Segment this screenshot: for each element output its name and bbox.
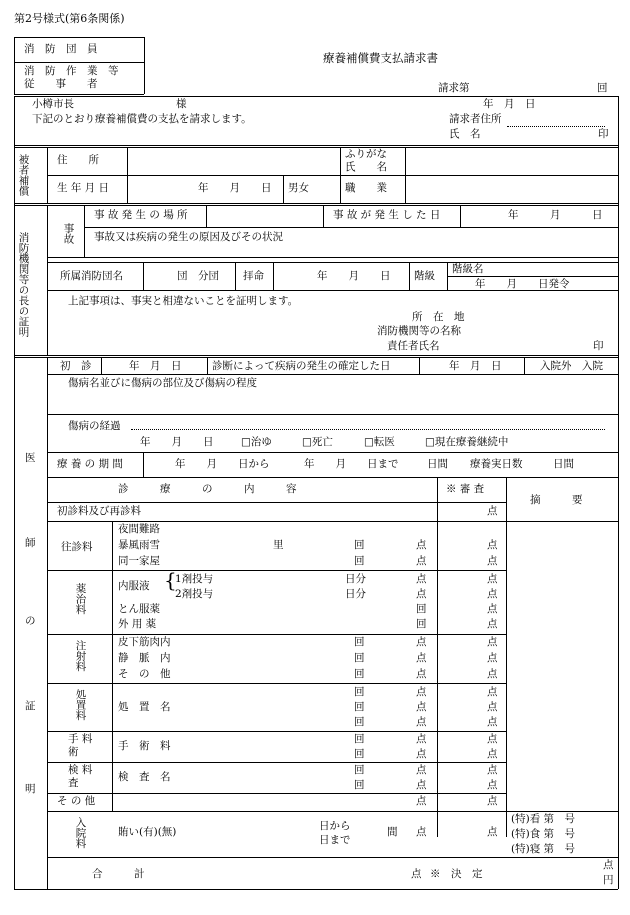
special-nursing: (特)看 第 号 <box>511 813 576 825</box>
storm-label: 暴風雨雪 <box>118 539 160 551</box>
appointment-label: 拝命 <box>243 270 264 282</box>
pt-34: 点 <box>416 826 427 838</box>
pt-11: 点 <box>487 618 498 630</box>
checkbox-continuing[interactable]: □現在療養継続中 <box>425 436 509 448</box>
pt-16: 点 <box>416 668 427 680</box>
furigana-label: ふりがな <box>345 148 387 160</box>
pt-33: 点 <box>487 795 498 807</box>
kan-label: 間 <box>387 826 398 838</box>
surgery-fee-label-2: 術 <box>68 746 79 758</box>
ri-label: 里 <box>273 539 284 551</box>
night-difficult-label: 夜間難路 <box>118 523 160 535</box>
table-header-summary: 摘 要 <box>530 494 583 506</box>
pt-2: 点 <box>416 539 427 551</box>
disease-label: 傷病名並びに傷病の部位及び傷病の程度 <box>68 377 257 389</box>
kai-12: 回 <box>354 748 365 760</box>
meals-label: 賄い(有)(無) <box>118 826 177 838</box>
pt-10: 点 <box>487 603 498 615</box>
pt-24: 点 <box>416 733 427 745</box>
medication-fee-label: 薬治料 <box>74 583 87 615</box>
nichibun-1: 日分 <box>345 573 366 585</box>
pt-12: 点 <box>416 636 427 648</box>
pt-4: 点 <box>416 555 427 567</box>
pt-3: 点 <box>487 539 498 551</box>
fire-chief-seal: 印 <box>593 340 604 352</box>
accident-label: 事故 <box>62 223 75 244</box>
kai-9: 回 <box>354 701 365 713</box>
injection-fee-label: 注射料 <box>74 640 87 672</box>
diagnosis-date-value: 年 月 日 <box>449 360 502 372</box>
kai-11: 回 <box>354 733 365 745</box>
pt-27: 点 <box>487 748 498 760</box>
accident-date-value: 年 月 日 <box>508 209 603 221</box>
dan-bundan-label: 団 分団 <box>177 270 219 282</box>
total-label: 合 計 <box>92 868 145 880</box>
decision-label: ※ 決 定 <box>430 868 483 880</box>
pt-14: 点 <box>416 652 427 664</box>
pt-17: 点 <box>487 668 498 680</box>
pt-25: 点 <box>487 733 498 745</box>
checkbox-deceased[interactable]: □死亡 <box>302 436 333 448</box>
kai-6: 回 <box>354 652 365 664</box>
injection-other-label: そ の 他 <box>118 668 171 680</box>
claimant-address-label: 請求者住所 <box>449 113 502 125</box>
doctor-label-2: 師 <box>25 537 36 549</box>
occupation-label: 職 業 <box>345 182 387 194</box>
pt-19: 点 <box>487 686 498 698</box>
pt-35: 点 <box>487 826 498 838</box>
role-worker-2: 従 事 者 <box>24 78 98 90</box>
procedure-fee-label: 処置料 <box>74 689 87 721</box>
checkbox-transferred[interactable]: □転医 <box>364 436 395 448</box>
pt-30: 点 <box>416 779 427 791</box>
period-days: 日間 <box>427 458 448 470</box>
doctor-label-3: の <box>25 615 36 627</box>
intravenous-label: 静 脈 内 <box>118 652 171 664</box>
external-label: 外 用 薬 <box>118 618 157 630</box>
pt-20: 点 <box>416 701 427 713</box>
form-number: 第2号様式(第6条関係) <box>14 12 125 25</box>
checkbox-cured[interactable]: □治ゆ <box>241 436 272 448</box>
pt-32: 点 <box>416 795 427 807</box>
claim-kai-label: 回 <box>597 82 608 94</box>
rank-issue-date: 年 月 日発令 <box>475 278 570 290</box>
inpatient-outpatient-label: 入院外 入院 <box>540 360 603 372</box>
two-dose-label: 2剤投与 <box>175 588 214 600</box>
pt-22: 点 <box>416 716 427 728</box>
subcutaneous-label: 皮下筋肉内 <box>118 636 171 648</box>
fire-dept-label: 所属消防団名 <box>60 270 123 282</box>
doctor-label-5: 明 <box>25 783 36 795</box>
first-visit-date: 年 月 日 <box>129 360 182 372</box>
brace-icon: { <box>164 568 177 592</box>
victim-address-label: 住 所 <box>57 154 99 166</box>
pt-8: 点 <box>416 588 427 600</box>
progress-label: 傷病の経過 <box>68 420 121 432</box>
appointment-date: 年 月 日 <box>317 270 391 282</box>
role-firefighter: 消 防 団 員 <box>24 43 98 55</box>
sama-label: 様 <box>176 98 187 110</box>
form-title: 療養補償費支払請求書 <box>323 51 438 65</box>
claimant-name-label: 氏 名 <box>449 128 481 140</box>
decision-yen: 円 <box>603 874 614 886</box>
victim-section-label: 被者補償 <box>17 154 30 196</box>
pt-26: 点 <box>416 748 427 760</box>
exam-fee-label-1: 検 料 <box>68 764 93 776</box>
treatment-period-label: 療 養 の 期 間 <box>57 458 123 470</box>
claim-request-text: 下記のとおり療養補償費の支払を請求します。 <box>32 113 252 125</box>
first-visit-label: 初 診 <box>60 360 92 372</box>
victim-name-label: 氏 名 <box>345 161 387 173</box>
birthdate-value: 年 月 日 <box>198 182 272 194</box>
first-revisit-fee-label: 初診料及び再診料 <box>57 505 141 517</box>
fire-chief-section-label: 消防機関等の長の証明 <box>17 232 30 337</box>
pt-23: 点 <box>487 716 498 728</box>
pt-1: 点 <box>487 505 498 517</box>
procedure-name-label: 処 置 名 <box>118 701 171 713</box>
period-to: 年 月 日まで <box>304 458 399 470</box>
claimant-seal: 印 <box>598 128 609 140</box>
mayor-label: 小樽市長 <box>32 98 74 110</box>
accident-place-label: 事 故 発 生 の 場 所 <box>94 209 188 221</box>
certification-text: 上記事項は、事実と相違ないことを証明します。 <box>68 295 299 307</box>
pt-7: 点 <box>487 573 498 585</box>
kai-13: 回 <box>354 764 365 776</box>
one-dose-label: 1剤投与 <box>175 573 214 585</box>
tonpuku-label: とん服薬 <box>118 603 160 615</box>
diagnosis-date-label: 診断によって疾病の発生の確定した日 <box>212 360 391 372</box>
pt-21: 点 <box>487 701 498 713</box>
kai-14: 回 <box>354 779 365 791</box>
doctor-label-1: 医 <box>25 452 36 464</box>
hospitalization-fee-label: 入院料 <box>74 817 87 849</box>
pt-18: 点 <box>416 686 427 698</box>
other-fee-label: そ の 他 <box>57 795 96 807</box>
kai-3: 回 <box>416 603 427 615</box>
kai-1: 回 <box>354 539 365 551</box>
oral-liquid-label: 内服液 <box>118 580 150 592</box>
claimant-address-field[interactable] <box>507 126 605 127</box>
actual-days-unit: 日間 <box>553 458 574 470</box>
rank-name-label: 階級名 <box>452 263 484 275</box>
same-house-label: 同一家屋 <box>118 555 160 567</box>
table-header-content: 診 療 の 内 容 <box>118 483 297 495</box>
pt-28: 点 <box>416 764 427 776</box>
kai-5: 回 <box>354 636 365 648</box>
accident-date-label: 事 故 が 発 生 し た 日 <box>333 209 441 221</box>
to-day-label: 日まで <box>319 834 351 846</box>
surgery-fee-label-1: 手 料 <box>68 733 93 745</box>
from-day-label: 日から <box>319 820 351 832</box>
pt-total: 点 <box>411 868 422 880</box>
special-meal: (特)食 第 号 <box>511 828 576 840</box>
exam-fee-label-2: 査 <box>68 777 79 789</box>
org-location-label: 所 在 地 <box>412 311 465 323</box>
kai-10: 回 <box>354 716 365 728</box>
house-call-fee-label: 往診料 <box>61 541 93 553</box>
doctor-label-4: 証 <box>25 700 36 712</box>
responsible-name-label: 責任者氏名 <box>387 340 440 352</box>
kai-2: 回 <box>354 555 365 567</box>
kai-7: 回 <box>354 668 365 680</box>
pt-5: 点 <box>487 555 498 567</box>
rank-label: 階級 <box>414 270 435 282</box>
table-header-review: ※ 審 査 <box>446 483 485 495</box>
accident-cause-label: 事故又は疾病の発生の原因及びその状況 <box>94 231 283 243</box>
claim-date: 年 月 日 <box>483 98 536 110</box>
actual-days-label: 療養実日数 <box>470 458 523 470</box>
role-worker-1: 消 防 作 業 等 <box>24 65 119 77</box>
progress-date: 年 月 日 <box>140 436 214 448</box>
birthdate-label: 生 年 月 日 <box>57 182 110 194</box>
decision-pt: 点 <box>603 859 614 871</box>
pt-31: 点 <box>487 779 498 791</box>
pt-9: 点 <box>487 588 498 600</box>
sex-label: 男女 <box>288 182 309 194</box>
org-name-label: 消防機関等の名称 <box>377 325 461 337</box>
pt-29: 点 <box>487 764 498 776</box>
kai-8: 回 <box>354 686 365 698</box>
pt-13: 点 <box>487 636 498 648</box>
special-bedding: (特)寝 第 号 <box>511 843 576 855</box>
claim-no-label: 請求第 <box>438 82 470 94</box>
pt-15: 点 <box>487 652 498 664</box>
nichibun-2: 日分 <box>345 588 366 600</box>
exam-name-label: 検 査 名 <box>118 771 171 783</box>
period-from: 年 月 日から <box>175 458 270 470</box>
kai-4: 回 <box>416 618 427 630</box>
pt-6: 点 <box>416 573 427 585</box>
surgery-name-label: 手 術 料 <box>118 740 171 752</box>
